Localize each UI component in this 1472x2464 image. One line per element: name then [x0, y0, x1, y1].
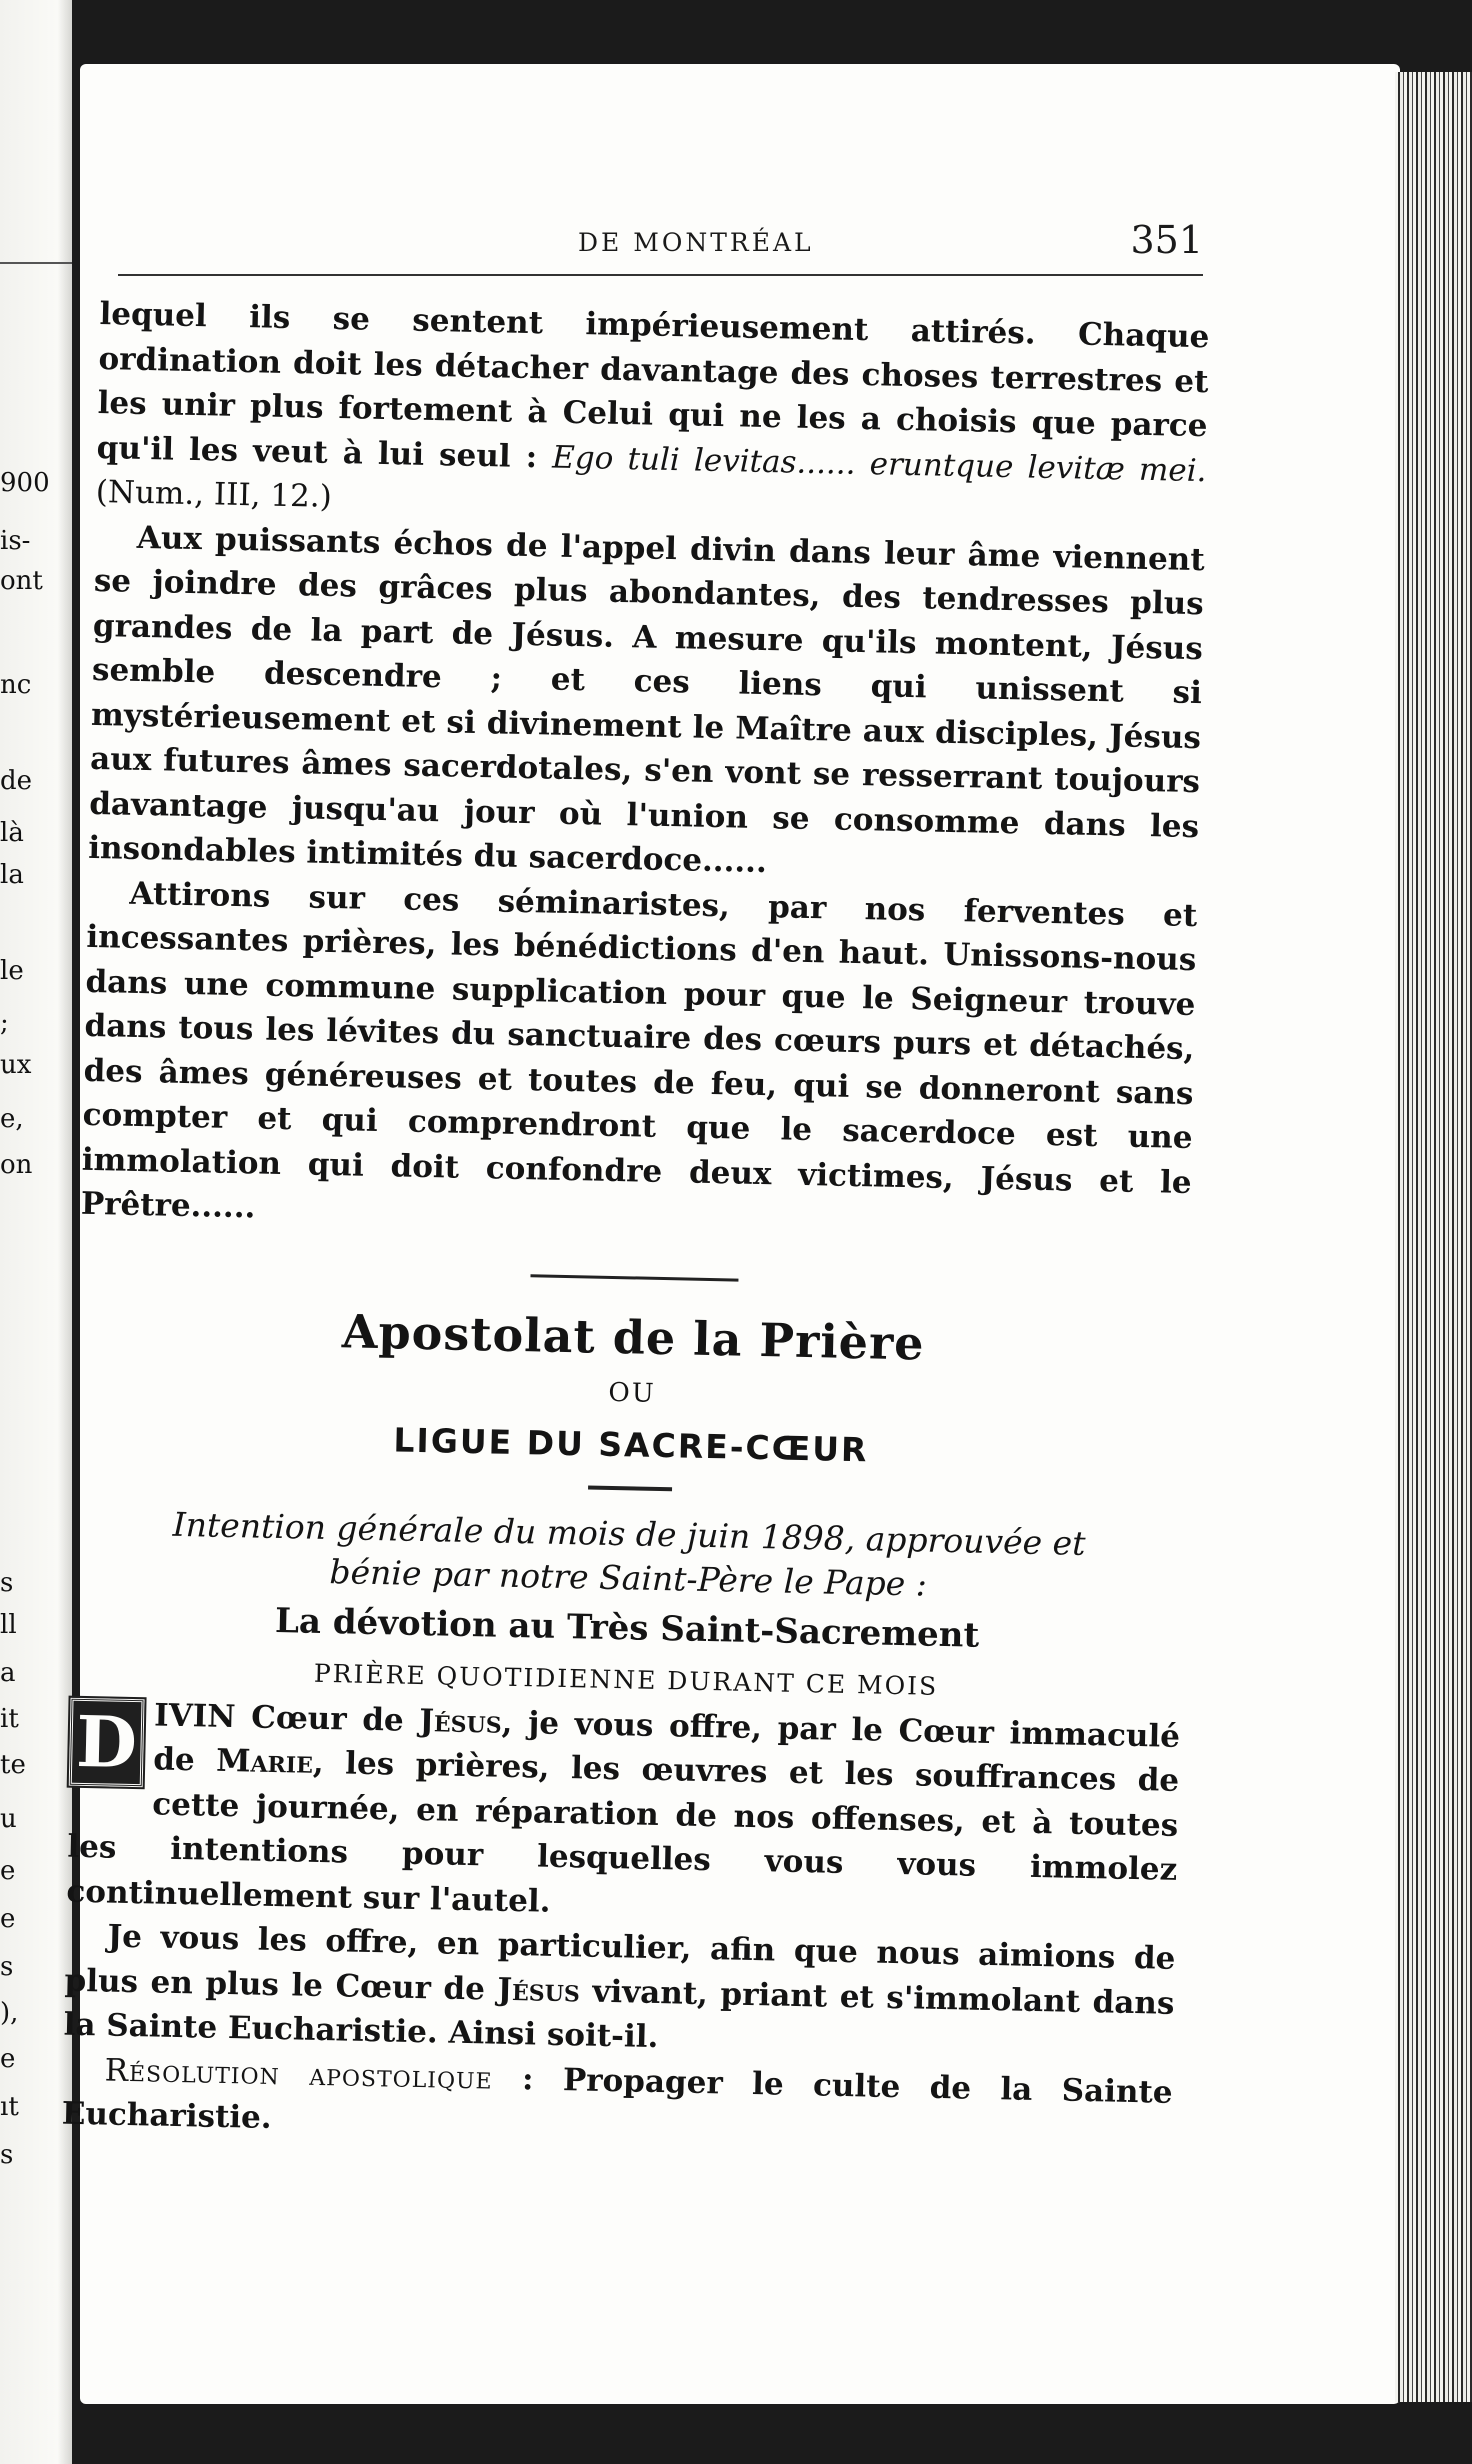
section-divider: [530, 1274, 738, 1281]
paragraph-2: Aux puissants échos de l'appel divin dans leur âme viennent se joindre des grâces plus abondantes, des tendresses plus grandes de la part de Jésus. A mesure qu'ils montent, Jésus semble descendre ; et ces liens qui unissent si mystérieusement et si divinement le Maître aux disciples, Jésus aux futures âmes sacerdotales, s'en vont se resserrant toujours davantage jusqu'au jour où l'union se consomme dans les insondables intimités du sacerdoce......: [87, 519, 1206, 881]
prayer-name-marie: Marie: [215, 1742, 314, 1781]
prayer-label: PRIÈRE QUOTIDIENNE DURANT CE MOIS: [313, 1658, 939, 1701]
previous-page-fragment: ;: [0, 1008, 9, 1038]
section-title: Apostolat de la Prière: [341, 1303, 926, 1370]
previous-page-fragment: e: [0, 2044, 16, 2074]
previous-page-fragment: a: [0, 1658, 16, 1688]
prayer-text-b: , je vous offre, par le Cœur immaculé de: [152, 1704, 1181, 1779]
previous-page-fragment: le: [0, 956, 24, 986]
prayer-text-e: vivant, priant et s'immolant dans la Sainte Eucharistie. Ainsi soit-il.: [63, 1972, 1175, 2056]
prayer-text-a: IVIN Cœur de: [153, 1696, 420, 1739]
subtitle-divider: [588, 1485, 672, 1491]
resolution-text: : Propager le culte de la Sainte Eucharistie.: [61, 2060, 1173, 2136]
previous-page-fragment: u: [0, 1804, 17, 1834]
latin-quote: Ego tuli levitas...... eruntque levitæ mei.: [551, 439, 1207, 489]
previous-page-fragment: ll: [0, 1610, 17, 1640]
previous-page-fragment: ıt: [0, 2092, 19, 2122]
intention-line-2: bénie par notre Saint-Père le Pape :: [329, 1551, 928, 1604]
previous-page-fragment: ont: [0, 566, 43, 596]
header-rule: [118, 274, 1203, 276]
previous-page-fragment: s: [0, 1568, 14, 1598]
previous-page-fragment: ux: [0, 1050, 32, 1080]
prayer-text-d: Je vous les offre, en particulier, afin que nous aimions de plus en plus le Cœur de: [64, 1918, 1176, 2008]
previous-page-fragment: nc: [0, 670, 32, 700]
section-subtitle: LIGUE DU SACRE-CŒUR: [393, 1420, 869, 1470]
prayer-name-jesus-2: Jésus: [497, 1971, 581, 2009]
previous-page-fragment: te: [0, 1750, 26, 1780]
previous-page-fragment: 900: [0, 468, 50, 498]
previous-page-fragment: e,: [0, 1104, 24, 1134]
prayer-text-c: , les prières, les œuvres et les souffrances de cette journée, en réparation de nos offenses, et à toutes les intentions pour lesquelles vous vous immolez continuellement sur l'autel.: [66, 1744, 1180, 1920]
devotion-heading: La dévotion au Très Saint-Sacrement: [274, 1600, 980, 1656]
intention-line-1: Intention générale du mois de juin 1898, approuvée et: [172, 1504, 1086, 1563]
resolution-label: Résolution apostolique: [104, 2051, 494, 2097]
prayer-name-jesus: Jésus: [418, 1702, 503, 1741]
page-number: 351: [1130, 218, 1203, 262]
dropcap-letter: D: [69, 1697, 145, 1787]
prayer-paragraph-1: [66, 1691, 1180, 1937]
paragraph-1-text: lequel ils se sentent impérieusement attirés. Chaque ordination doit les détacher davantage des choses terrestres et les unir plus fortement à Celui qui ne les a choisis que parce qu'il les veut à lui seul :: [96, 295, 1210, 476]
previous-page-fragment: on: [0, 1150, 33, 1180]
previous-page-fragment: s: [0, 2140, 14, 2170]
previous-page-fragment: s: [0, 1952, 14, 1982]
previous-page-fragment: de: [0, 766, 33, 796]
previous-page-rule: [0, 262, 72, 264]
previous-page-fragment: e: [0, 1856, 16, 1886]
running-head: DE MONTRÉAL: [578, 228, 814, 257]
previous-page-fragment: la: [0, 860, 24, 890]
paragraph-3: Attirons sur ces séminaristes, par nos ferventes et incessantes prières, les bénédictions d'en haut. Unissons-nous dans une commune supplication pour que le Seigneur trouve dans tous les lévites du sanctuaire des cœurs purs et détachés, des âmes généreuses et toutes de feu, qui se donneront sans compter et qui comprendront que le sacerdoce est une immolation qui doit confondre deux victimes, Jésus et le Prêtre......: [80, 875, 1198, 1226]
previous-page-fragment: is-: [0, 526, 31, 556]
page-header: [118, 218, 1203, 298]
intention-text: [73, 1500, 1185, 1611]
paragraph-1: [95, 292, 1209, 538]
previous-page-fragment: it: [0, 1704, 19, 1734]
section-or: OU: [608, 1377, 656, 1409]
scripture-reference: (Num., III, 12.): [95, 473, 333, 515]
previous-page-edge: [0, 0, 72, 2464]
page-body: [61, 292, 1209, 2159]
previous-page-fragment: ),: [0, 1998, 19, 2028]
page-edges: [1395, 72, 1472, 2402]
previous-page-fragment: là: [0, 818, 24, 848]
previous-page-fragment: e: [0, 1904, 16, 1934]
prayer-paragraph-2: [63, 1914, 1176, 2071]
